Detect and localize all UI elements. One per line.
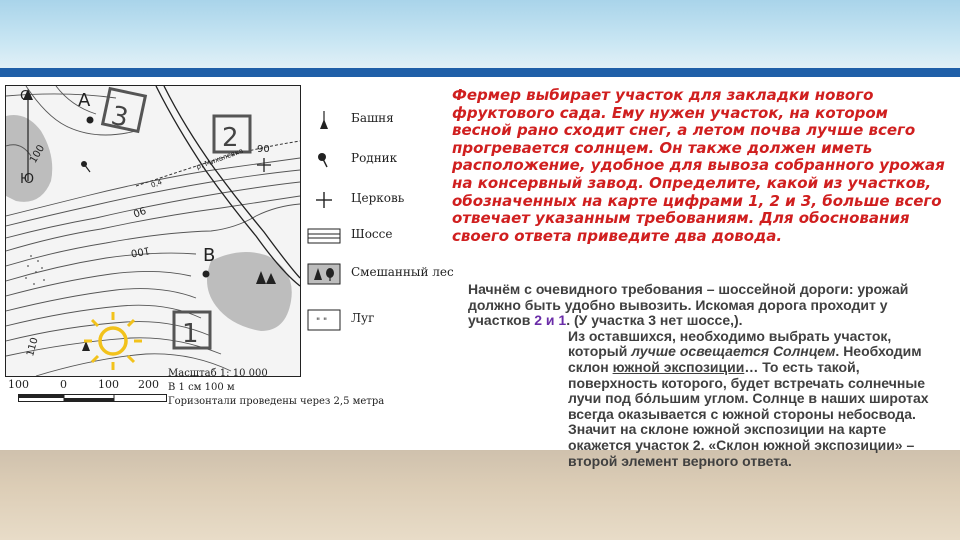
point-a-marker [87,117,94,124]
tower-icon [307,109,341,131]
legend-label: Смешанный лес [351,265,454,279]
contour-110-label: 110 [25,336,41,358]
church-marker-icon [257,158,271,172]
north-label: С [20,89,30,104]
area-2-label: 2 [222,123,239,153]
legend-label: Луг [351,311,375,325]
map-legend [305,85,465,385]
contour-90-mid-label: 90 [131,203,148,219]
meadow-icon [307,309,341,331]
scale-number: 200 [138,378,159,391]
map-scale [8,368,385,435]
area-3-label: 3 [108,100,131,134]
spring-icon [307,149,341,171]
answer-text-span: … То есть такой, поверхность которого, будет встречать солнечные лучи под бо́льшим углом. Солнце в наших широтах всегда оказывается с южной стороны небосвода. Значит на склоне южной экспозиции на карте окажется участок 2. «Склон южной экспозиции» – второй элемент верного ответа. [568,358,929,469]
point-b-marker [203,271,210,278]
answer-text-span: Начнём с очевидного требования – шоссейной дороги: урожай должно быть удобно вывозить. Искомая дорога проходит у участков [468,281,909,329]
legend-item-tower [305,107,465,135]
title-bar [0,68,960,77]
contour-lines [6,86,300,376]
legend-item-spring [305,147,465,175]
legend-label: Башня [351,111,394,125]
point-b-label: В [203,245,216,266]
task-text: Фермер выбирает участок для закладки нового фруктового сада. Ему нужен участок, на котором весной рано сходит снег, а летом почва лучше всего прогревается солнцем. Он также должен иметь расположение, удобное для вывоза собранного урожая на консервный завод. Определите, какой из участков, обозначенных на карте цифрами 1, 2 и 3, больше всего отвечает указанным требованиям. Для обоснования своего ответа приведите два довода. [452,86,945,245]
underlined-phrase: южной экспозиции [612,358,745,375]
river-mark-label: 0,4 [149,178,164,190]
background-sky [0,0,960,70]
legend-item-church [305,187,465,215]
contour-100-mid-label: 100 [129,244,151,259]
map-drawing [6,86,300,376]
answer-text-span: . (У участка 3 нет шоссе,). [566,312,743,329]
legend-item-mixed-forest [305,261,465,289]
scale-number: 0 [60,378,67,391]
answer-paragraph-1 [468,282,950,329]
area-1-label: 1 [182,319,199,349]
highway-icon [307,225,341,247]
legend-item-highway [305,223,465,251]
contour-100-left-label: 100 [28,143,48,166]
south-label: Ю [20,172,35,187]
topographic-map [5,85,301,377]
contour-interval-label: Горизонтали проведены через 2,5 метра [168,396,385,407]
answer-text-span: Из оставшихся, необходимо выбрать участок, который [568,327,892,360]
legend-label: Церковь [351,191,405,205]
svg-text:" ": " " [316,317,328,327]
point-a-label: А [78,90,91,111]
answer-paragraph-2 [468,329,950,469]
church-icon [307,189,341,211]
answer-text-span: . Необходим склон [568,343,922,375]
legend-label: Родник [351,151,398,165]
scale-ratio-label: Масштаб 1: 10 000 [168,368,268,379]
forest-shade [207,252,292,331]
answer-text [468,282,950,469]
legend-label: Шоссе [351,227,393,241]
sun-icon [84,312,142,370]
scale-bar [18,394,168,404]
slide-content [0,77,960,469]
contour-90-top-label: 90 [257,144,270,155]
italic-phrase: лучше освещается Солнцем [631,343,836,360]
scale-number: 100 [98,378,119,391]
scale-per-cm-label: В 1 см 100 м [168,382,235,393]
legend-item-meadow [305,307,465,335]
river-label: р. Михалевка [195,146,245,172]
scale-number: 100 [8,378,29,391]
mixed-forest-icon [307,263,341,285]
highlighted-areas: 2 и 1 [534,312,567,329]
